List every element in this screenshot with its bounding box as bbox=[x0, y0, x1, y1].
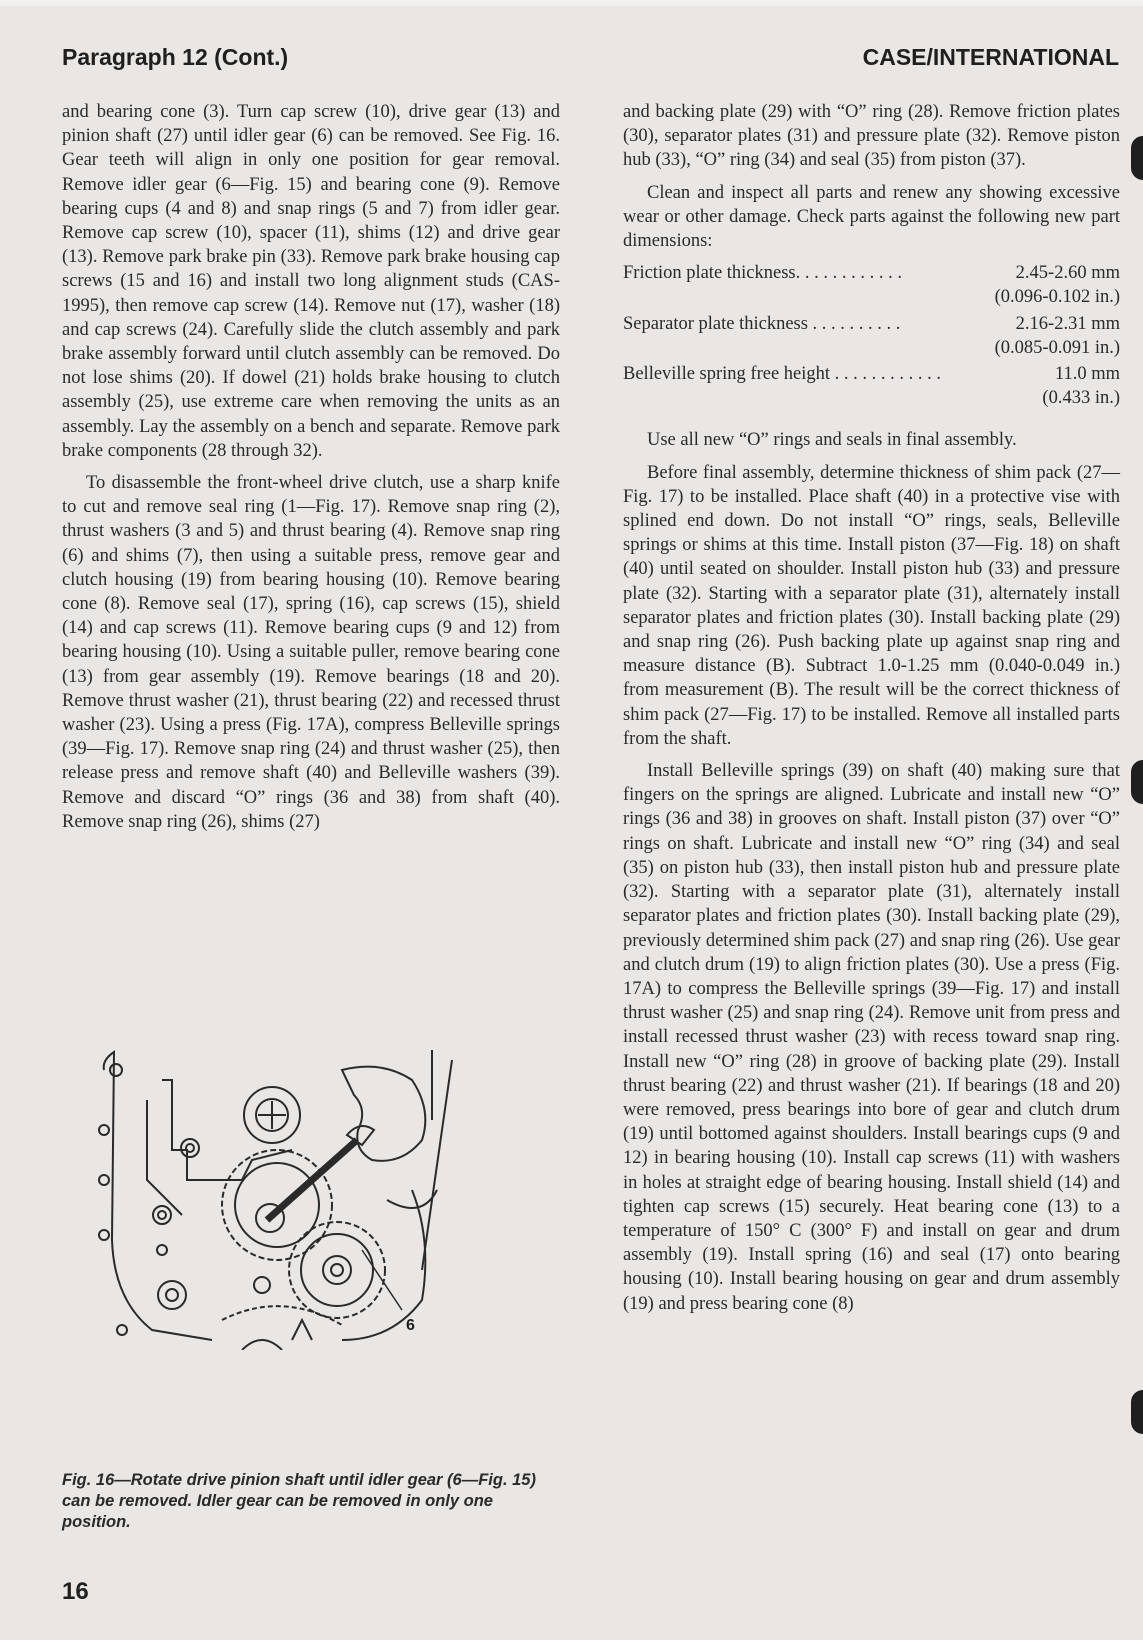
page-number: 16 bbox=[62, 1578, 89, 1605]
spec-metric: 2.45-2.60 mm bbox=[1015, 263, 1120, 284]
spec-label: Friction plate thickness. . . . . . . . . . . . bbox=[623, 263, 903, 284]
spec-row bbox=[623, 312, 1120, 360]
spec-row bbox=[623, 362, 1120, 410]
figure-16-illustration bbox=[92, 1040, 562, 1350]
spec-row bbox=[623, 261, 1120, 309]
spec-imperial: (0.085-0.091 in.) bbox=[994, 337, 1120, 358]
spec-label: Belleville spring free height . . . . . . . . . . . . bbox=[623, 364, 942, 385]
body-paragraph: To disassemble the front-wheel drive clutch, use a sharp knife to cut and remove seal ring (1—Fig. 17). Remove snap ring (2), thrust washers (3 and 5) and thrust bearing (4). Remove snap ring (6) and shims (7), then using a suitable press, remove gear and clutch housing (19) from bearing housing (10). Remove bearing cone (8). Remove seal (17), spring (16), cap screws (15), shield (14) and cap screws (11). Remove bearing cups (9 and 12) from bearing housing (10). Using a suitable puller, remove bearing cone (13) from gear assembly (19). Remove bearings (18 and 20). Remove thrust washer (21), thrust bearing (22) and recessed thrust washer (23). Using a press (Fig. 17A), compress Belleville springs (39—Fig. 17). Remove snap ring (24) and thrust washer (25), then release press and remove shaft (40) and Belleville washers (39). Remove and discard “O” rings (36 and 38) from shaft (40). Remove snap ring (26), shims (27) bbox=[62, 473, 560, 832]
body-paragraph: and bearing cone (3). Turn cap screw (10), drive gear (13) and pinion shaft (27) until idler gear (6) can be removed. See Fig. 16. Gear teeth will align in only one position for gear removal. Remove idler gear (6—Fig. 15) and bearing cone (9). Remove bearing cups (4 and 8) and snap rings (5 and 7) from idler gear. Remove cap screw (10), spacer (11), shims (12) and drive gear (13). Remove park brake pin (33). Remove park brake housing cap screws (15 and 16) and install two long alignment studs (CAS-1995), then remove cap screw (14). Remove nut (17), washer (18) and cap screws (24). Carefully slide the clutch assembly and park brake assembly forward until clutch assembly can be removed. Do not lose shims (20). If dowel (21) holds brake housing to clutch assembly (25), use extreme care when removing the units as an assembly. Lay the assembly on a bench and separate. Remove park brake components (28 through 32). bbox=[62, 102, 560, 461]
thumb-index-tab bbox=[1131, 1390, 1143, 1434]
spec-table bbox=[623, 261, 1120, 410]
running-header-right: CASE/INTERNATIONAL bbox=[862, 44, 1119, 70]
top-edge bbox=[0, 0, 1143, 6]
running-header-left: Paragraph 12 (Cont.) bbox=[62, 44, 289, 70]
spec-label: Separator plate thickness . . . . . . . . . . bbox=[623, 313, 901, 334]
right-column bbox=[623, 100, 1120, 1324]
body-paragraph: Clean and inspect all parts and renew any showing excessive wear or other damage. Check parts against the following new part dimensions: bbox=[623, 182, 1120, 252]
spec-imperial: (0.096-0.102 in.) bbox=[994, 287, 1120, 308]
thumb-index-tab bbox=[1131, 136, 1143, 180]
body-paragraph: Install Belleville springs (39) on shaft (40) making sure that fingers on the springs are aligned. Lubricate and install new “O” rings (36 and 38) in grooves on shaft. Install piston (37) over “O” rings on shaft. Lubricate and install new “O” ring (34) and seal (35) on piston hub (33), then install piston hub and pressure plate (32). Starting with a separator plate (31), alternately install separator plates and friction plates (30). Install backing plate (29), previously determined shim pack (27) and snap ring (26). Use gear and clutch drum (19) to align friction plates (30). Use a press (Fig. 17A) to compress the Belleville springs (39—Fig. 17) and install thrust washer (25) and snap ring (24). Remove unit from press and install recessed thrust washer (23) with recess toward snap ring. Install new “O” ring (28) in groove of backing plate (29). Install thrust bearing (22) and thrust washer (21). If bearings (18 and 20) were removed, press bearings into bore of gear and clutch drum (19) until bottomed against shoulders. Install bearings cups (9 and 12) in bearing housing (10). Install cap screws (11) with washers in holes at straight edge of bearing housing. Install shield (14) and tighten cap screws (15) securely. Heat bearing cone (13) to a temperature of 150° C (300° F) and install on gear and drum assembly (19). Install spring (16) and seal (17) onto bearing housing (10). Install bearing housing on gear and drum assembly (19) and press bearing cone (8) bbox=[623, 761, 1120, 1314]
figure-callout-label: 6 bbox=[406, 1317, 415, 1334]
thumb-index-tab bbox=[1131, 760, 1143, 804]
body-paragraph: Before final assembly, determine thickness of shim pack (27—Fig. 17) to be installed. Place shaft (40) in a protective vise with splined end down. Do not install “O” rings, seals, Belleville springs or shims at this time. Install piston (37—Fig. 18) on shaft (40) until seated on shoulder. Install piston hub (33) and pressure plate (32). Starting with a separator plate (31), alternately install separator plates and friction plates (30). Install backing plate (29) and snap ring (26). Push backing plate up against snap ring and measure distance (B). Subtract 1.0-1.25 mm (0.040-0.049 in.) from measurement (B). The result will be the correct thickness of shim pack (27—Fig. 17) to be installed. Remove all installed parts from the shaft. bbox=[623, 462, 1120, 749]
spec-imperial: (0.433 in.) bbox=[1042, 388, 1120, 409]
left-column bbox=[62, 100, 560, 842]
spec-metric: 2.16-2.31 mm bbox=[1015, 313, 1120, 334]
figure-caption: Fig. 16—Rotate drive pinion shaft until idler gear (6—Fig. 15) can be removed. Idler gear can be removed in only one position. bbox=[62, 1471, 536, 1531]
spec-metric: 11.0 mm bbox=[1054, 364, 1120, 385]
body-paragraph: Use all new “O” rings and seals in final assembly. bbox=[647, 430, 1017, 451]
body-paragraph: and backing plate (29) with “O” ring (28). Remove friction plates (30), separator plates (31) and pressure plate (32). Remove piston hub (33), “O” ring (34) and seal (35) from piston (37). bbox=[623, 102, 1120, 171]
